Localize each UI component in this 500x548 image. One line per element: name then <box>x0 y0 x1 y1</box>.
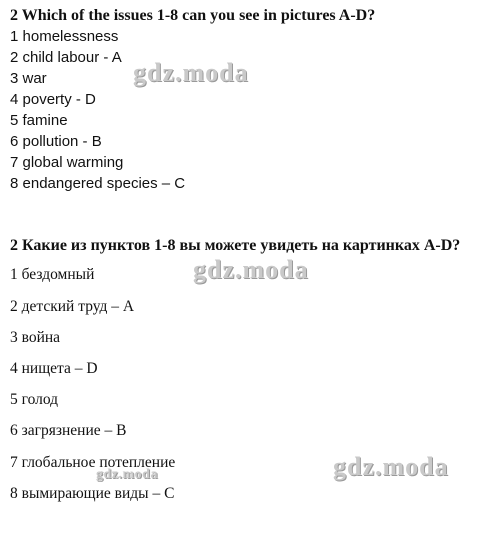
section-en-item-3: 3 war <box>10 70 47 87</box>
section-ru-item-4: 4 нищета – D <box>10 360 98 377</box>
section-en-item-1: 1 homelessness <box>10 28 119 45</box>
section-ru-title: 2 Какие из пунктов 1-8 вы можете увидеть на картинках A-D? <box>10 237 461 254</box>
section-ru-item-6: 6 загрязнение – B <box>10 422 127 439</box>
section-en-item-2: 2 child labour - A <box>10 49 122 66</box>
section-ru-item-3: 3 война <box>10 329 61 346</box>
watermark-text: gdz.moda <box>333 452 449 481</box>
watermark-text: gdz.moda <box>133 58 249 87</box>
section-en-item-6: 6 pollution - B <box>10 133 102 150</box>
section-en-item-4: 4 poverty - D <box>10 91 96 108</box>
watermark-text: gdz.moda <box>193 255 309 284</box>
section-en-title: 2 Which of the issues 1-8 can you see in pictures A-D? <box>10 7 376 24</box>
section-ru-item-2: 2 детский труд – A <box>10 298 135 315</box>
section-en-item-8: 8 endangered species – C <box>10 175 186 192</box>
section-ru-item-5: 5 голод <box>10 391 59 408</box>
section-ru-item-7: 7 глобальное потепление <box>10 454 176 471</box>
watermark-text: gdz.moda <box>96 467 158 482</box>
section-en-item-5: 5 famine <box>10 112 68 129</box>
section-ru-item-1: 1 бездомный <box>10 266 95 283</box>
section-en-item-7: 7 global warming <box>10 154 124 171</box>
section-ru-item-8: 8 вымирающие виды – C <box>10 485 175 502</box>
